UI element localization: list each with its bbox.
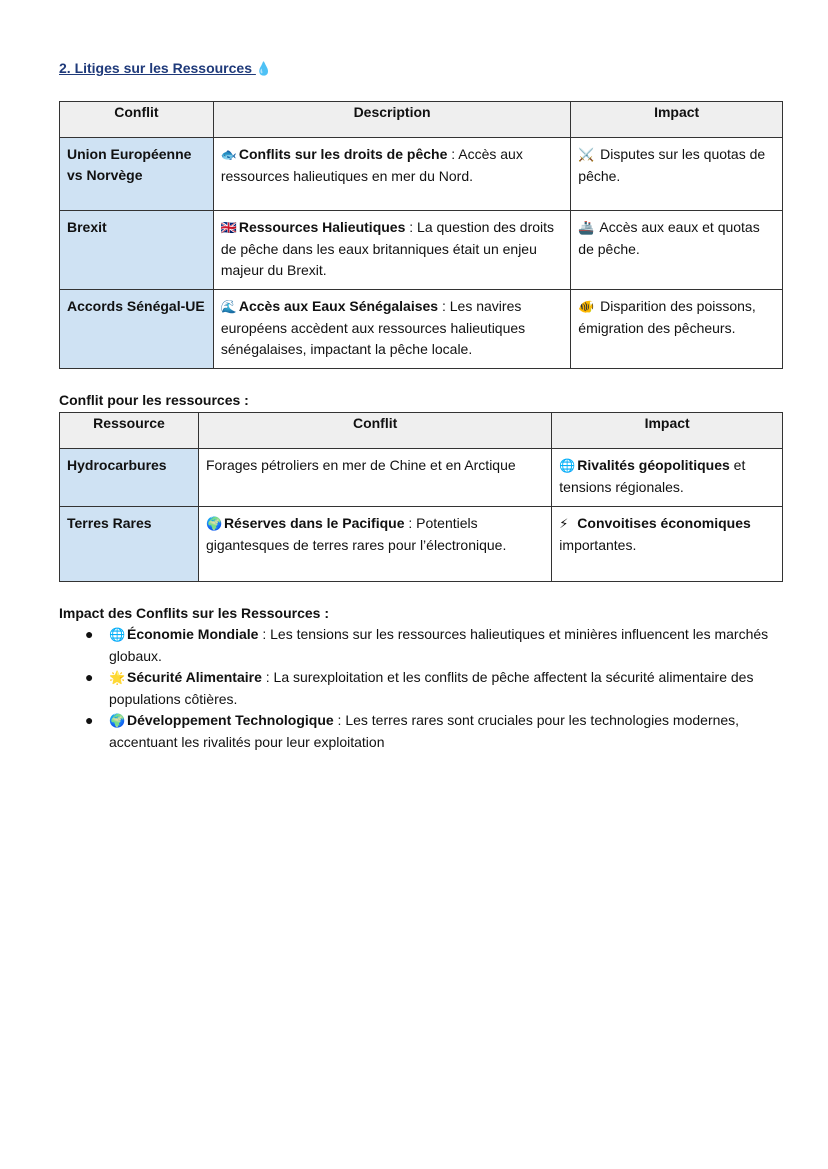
impact-cell [571,211,783,290]
impact-cell [552,449,783,507]
column-header-ressource: Ressource [60,413,199,449]
column-header-impact: Impact [552,413,783,449]
impact-bold: Rivalités géopolitiques [577,457,730,473]
impact-item-text: : Les terres rares sont cruciales pour les technologies modernes, accentuant les rivalités pour leur exploitation [109,712,740,750]
column-header-description: Description [213,102,570,138]
globe-icon: 🌍 [205,517,223,532]
impact-item-text: : La surexploitation et les conflits de pêche affectent la sécurité alimentaire des populations côtières. [109,669,754,707]
list-item [85,710,783,753]
table-row [60,449,783,507]
conflict-name-cell: Accords Sénégal-UE [60,290,214,369]
crossed-swords-icon: ⚔️ [578,148,595,163]
table-header-row [60,102,783,138]
description-text: : Les navires européens accèdent aux ressources halieutiques sénégalaises, impactant la pêche locale. [220,298,526,357]
impact-text: et tensions régionales. [559,457,746,495]
description-bold: Conflits sur les droits de pêche [238,146,448,162]
droplet-icon: 💧 [255,62,273,77]
table-row [60,507,783,582]
impact-text: Accès aux eaux et quotas de pêche. [578,219,760,257]
table2-title: Conflit pour les ressources : [59,392,249,408]
impact-item-bold: Sécurité Alimentaire [127,669,262,685]
conflict-text: Forages pétroliers en mer de Chine et en Arctique [205,457,516,473]
impact-text: Disparition des poissons, émigration des pêcheurs. [578,298,756,336]
section-title-text: 2. Litiges sur les Ressources [59,60,252,76]
impact-cell [571,138,783,211]
list-item [85,667,783,710]
resource-name-cell: Hydrocarbures [60,449,199,507]
impact-text: importantes. [559,537,637,553]
impact-cell [552,507,783,582]
table-header-row [60,413,783,449]
table-row [60,290,783,369]
column-header-impact: Impact [571,102,783,138]
globe-network-icon: 🌐 [559,459,576,474]
description-cell [213,290,570,369]
column-header-conflit: Conflit [60,102,214,138]
bullet-icon: ● [85,626,94,642]
impact-item-bold: Développement Technologique [127,712,334,728]
impact-item-text: : Les tensions sur les ressources halieutiques et minières influencent les marchés globaux. [109,626,769,664]
description-text: : La question des droits de pêche dans les eaux britanniques était un enjeu majeur du Brexit. [220,219,555,278]
table-row [60,211,783,290]
impact-bold: Convoitises économiques [577,515,751,531]
conflict-cell [198,449,551,507]
tropical-fish-icon: 🐠 [578,300,595,315]
description-text: : Accès aux ressources halieutiques en mer du Nord. [220,146,523,184]
impacts-title: Impact des Conflits sur les Ressources : [59,605,329,621]
globe-network-icon: 🌐 [109,628,126,643]
list-item [85,624,783,667]
conflict-cell [198,507,551,582]
bullet-icon: ● [85,669,94,685]
lightning-icon: ⚡ [559,517,569,532]
conflict-name-cell: Brexit [60,211,214,290]
impacts-list [59,624,783,753]
description-bold: Accès aux Eaux Sénégalaises [238,298,439,314]
section-title [59,60,274,77]
fishing-disputes-table [59,101,783,369]
conflict-bold: Réserves dans le Pacifique [223,515,405,531]
fish-icon: 🐟 [220,148,238,163]
description-cell [213,138,570,211]
table-row [60,138,783,211]
conflict-name-cell: Union Européenne vs Norvège [60,138,214,211]
resources-table [59,412,783,582]
description-cell [213,211,570,290]
uk-flag-icon: 🇬🇧 [220,221,238,236]
wave-icon: 🌊 [220,300,238,315]
star-icon: 🌟 [109,671,126,686]
column-header-conflit: Conflit [198,413,551,449]
conflict-text: : Potentiels gigantesques de terres rares pour l’électronique. [205,515,507,553]
impact-item-bold: Économie Mondiale [127,626,259,642]
description-bold: Ressources Halieutiques [238,219,406,235]
globe-icon: 🌍 [109,714,126,729]
impact-cell [571,290,783,369]
resource-name-cell: Terres Rares [60,507,199,582]
ship-icon: 🚢 [578,221,595,236]
bullet-icon: ● [85,712,94,728]
impact-text: Disputes sur les quotas de pêche. [578,146,766,184]
